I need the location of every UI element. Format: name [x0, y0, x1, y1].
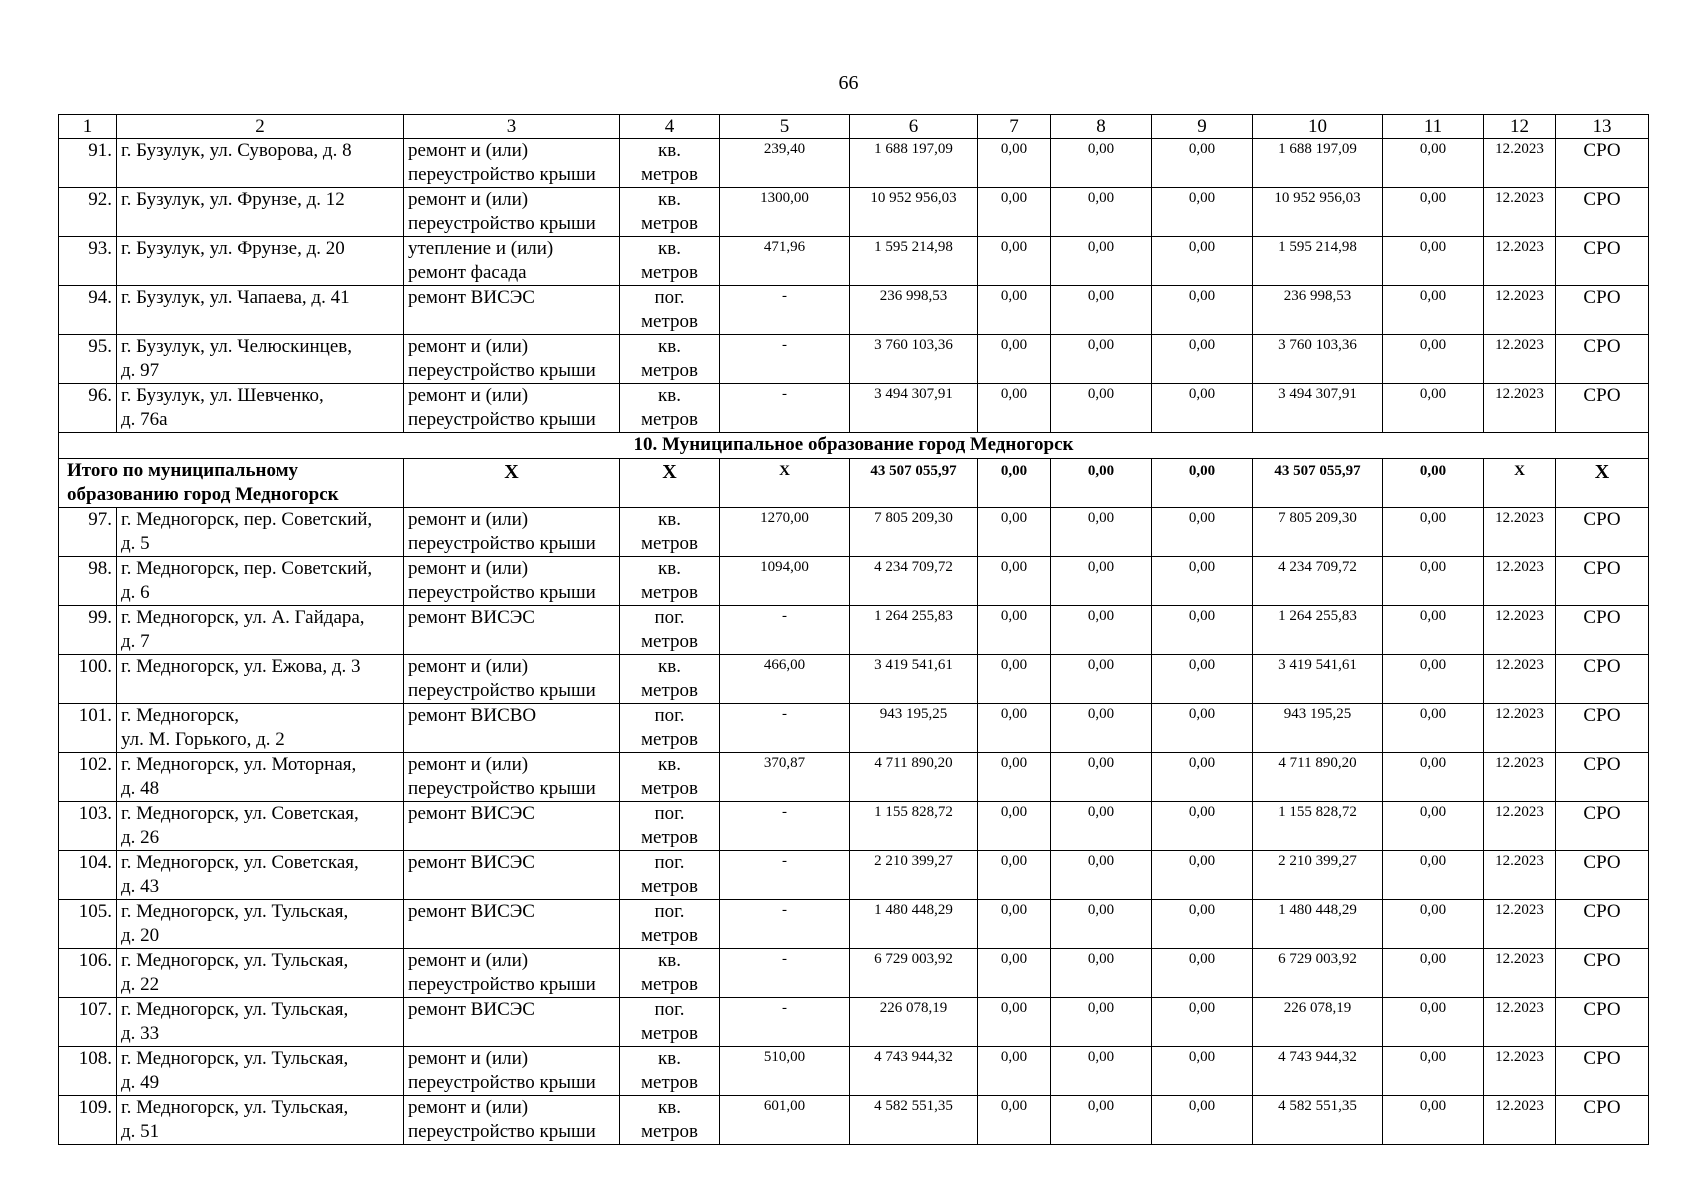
- address-cell: г. Медногорск, пер. Советский, д. 5: [117, 508, 404, 557]
- amount-col-11-cell: 0,00: [1383, 286, 1484, 335]
- total-cost-cell: 6 729 003,92: [850, 949, 978, 998]
- address-cell: г. Бузулук, ул. Фрунзе, д. 12: [117, 188, 404, 237]
- unit-cell: кв. метров: [620, 139, 720, 188]
- deadline-cell: 12.2023: [1484, 704, 1556, 753]
- column-header: 1: [59, 115, 117, 139]
- table-row: [59, 753, 1649, 802]
- amount-col-7-cell: 0,00: [978, 188, 1051, 237]
- table-row: [59, 1096, 1649, 1145]
- row-number-cell: 104.: [59, 851, 117, 900]
- amount-col-9-cell: 0,00: [1152, 851, 1253, 900]
- amount-col-11-cell: 0,00: [1383, 851, 1484, 900]
- total-label-cell: Итого по муниципальному образованию город Медногорск: [59, 459, 404, 508]
- area-value-cell: 1094,00: [720, 557, 850, 606]
- area-value-cell: -: [720, 286, 850, 335]
- amount-col-11-cell: 0,00: [1383, 753, 1484, 802]
- total-cost-cell: 226 078,19: [850, 998, 978, 1047]
- method-cell: СРО: [1556, 753, 1649, 802]
- deadline-cell: 12.2023: [1484, 851, 1556, 900]
- unit-cell: пог. метров: [620, 286, 720, 335]
- table-row: [59, 606, 1649, 655]
- amount-col-11-cell: 0,00: [1383, 1096, 1484, 1145]
- amount-col-8-cell: 0,00: [1051, 557, 1152, 606]
- unit-cell: пог. метров: [620, 606, 720, 655]
- row-number-cell: 92.: [59, 188, 117, 237]
- deadline-cell: 12.2023: [1484, 900, 1556, 949]
- amount-col-7-cell: 0,00: [978, 335, 1051, 384]
- amount-col-11-cell: 0,00: [1383, 900, 1484, 949]
- work-type-cell: ремонт и (или) переустройство крыши: [404, 655, 620, 704]
- deadline-cell: 12.2023: [1484, 949, 1556, 998]
- table-body: [59, 115, 1649, 1145]
- total-cost-cell: 1 264 255,83: [850, 606, 978, 655]
- total-cost-cell: 236 998,53: [850, 286, 978, 335]
- row-number-cell: 107.: [59, 998, 117, 1047]
- method-cell: СРО: [1556, 508, 1649, 557]
- amount-col-10-cell: 4 711 890,20: [1253, 753, 1383, 802]
- amount-col-7-cell: 0,00: [978, 802, 1051, 851]
- column-header: 3: [404, 115, 620, 139]
- address-cell: г. Бузулук, ул. Суворова, д. 8: [117, 139, 404, 188]
- total-cost-cell: 7 805 209,30: [850, 508, 978, 557]
- total-cost-cell: 4 743 944,32: [850, 1047, 978, 1096]
- amount-col-8-cell: 0,00: [1051, 1096, 1152, 1145]
- work-type-cell: ремонт ВИСЭС: [404, 851, 620, 900]
- amount-col-7-cell: 0,00: [978, 753, 1051, 802]
- row-number-cell: 102.: [59, 753, 117, 802]
- amount-col-7-cell: 0,00: [978, 949, 1051, 998]
- column-header: 11: [1383, 115, 1484, 139]
- table-row: [59, 286, 1649, 335]
- amount-col-9-cell: 0,00: [1152, 237, 1253, 286]
- amount-col-9-cell: 0,00: [1152, 949, 1253, 998]
- column-number-row: [59, 115, 1649, 139]
- amount-col-8-cell: 0,00: [1051, 949, 1152, 998]
- address-cell: г. Медногорск, ул. Тульская, д. 33: [117, 998, 404, 1047]
- unit-cell: кв. метров: [620, 949, 720, 998]
- total-cost-cell: 1 595 214,98: [850, 237, 978, 286]
- table-row: [59, 335, 1649, 384]
- area-value-cell: 239,40: [720, 139, 850, 188]
- column-header: 12: [1484, 115, 1556, 139]
- deadline-cell: 12.2023: [1484, 802, 1556, 851]
- deadline-cell: 12.2023: [1484, 655, 1556, 704]
- amount-col-8-cell: 0,00: [1051, 237, 1152, 286]
- unit-cell: пог. метров: [620, 704, 720, 753]
- area-value-cell: -: [720, 900, 850, 949]
- column-header: 13: [1556, 115, 1649, 139]
- area-value-cell: 510,00: [720, 1047, 850, 1096]
- method-cell: СРО: [1556, 139, 1649, 188]
- total-cost-cell: 2 210 399,27: [850, 851, 978, 900]
- section-title: 10. Муниципальное образование город Медногорск: [59, 433, 1649, 459]
- amount-col-9-cell: 0,00: [1152, 335, 1253, 384]
- area-value-cell: 601,00: [720, 1096, 850, 1145]
- row-number-cell: 97.: [59, 508, 117, 557]
- row-number-cell: 99.: [59, 606, 117, 655]
- section-row: [59, 433, 1649, 459]
- amount-col-8-cell: 0,00: [1051, 606, 1152, 655]
- work-type-cell: ремонт и (или) переустройство крыши: [404, 1047, 620, 1096]
- amount-col-8-cell: 0,00: [1051, 851, 1152, 900]
- total-cost-cell: 43 507 055,97: [850, 459, 978, 508]
- total-row: [59, 459, 1649, 508]
- area-value-cell: -: [720, 802, 850, 851]
- amount-col-8-cell: 0,00: [1051, 753, 1152, 802]
- area-value-cell: 370,87: [720, 753, 850, 802]
- amount-col-10-cell: 2 210 399,27: [1253, 851, 1383, 900]
- unit-cell: кв. метров: [620, 557, 720, 606]
- amount-col-7-cell: 0,00: [978, 998, 1051, 1047]
- amount-col-9-cell: 0,00: [1152, 655, 1253, 704]
- amount-col-10-cell: 1 595 214,98: [1253, 237, 1383, 286]
- table-row: [59, 508, 1649, 557]
- table-row: [59, 704, 1649, 753]
- unit-cell: пог. метров: [620, 998, 720, 1047]
- total-cost-cell: 4 711 890,20: [850, 753, 978, 802]
- row-number-cell: 105.: [59, 900, 117, 949]
- unit-cell: кв. метров: [620, 508, 720, 557]
- column-header: 2: [117, 115, 404, 139]
- total-col-13-cell: Х: [1556, 459, 1649, 508]
- table-row: [59, 851, 1649, 900]
- amount-col-9-cell: 0,00: [1152, 384, 1253, 433]
- work-type-cell: ремонт ВИСВО: [404, 704, 620, 753]
- deadline-cell: 12.2023: [1484, 557, 1556, 606]
- method-cell: СРО: [1556, 286, 1649, 335]
- amount-col-7-cell: 0,00: [978, 508, 1051, 557]
- row-number-cell: 98.: [59, 557, 117, 606]
- address-cell: г. Медногорск, ул. Советская, д. 43: [117, 851, 404, 900]
- area-value-cell: -: [720, 384, 850, 433]
- amount-col-9-cell: 0,00: [1152, 900, 1253, 949]
- total-cost-cell: 1 155 828,72: [850, 802, 978, 851]
- row-number-cell: 106.: [59, 949, 117, 998]
- table-row: [59, 655, 1649, 704]
- row-number-cell: 91.: [59, 139, 117, 188]
- work-type-cell: утепление и (или) ремонт фасада: [404, 237, 620, 286]
- amount-col-10-cell: 1 264 255,83: [1253, 606, 1383, 655]
- column-header: 7: [978, 115, 1051, 139]
- area-value-cell: -: [720, 949, 850, 998]
- unit-cell: кв. метров: [620, 237, 720, 286]
- work-type-cell: ремонт ВИСЭС: [404, 606, 620, 655]
- deadline-cell: 12.2023: [1484, 998, 1556, 1047]
- amount-col-9-cell: 0,00: [1152, 188, 1253, 237]
- amount-col-9-cell: 0,00: [1152, 508, 1253, 557]
- page-number: 66: [838, 72, 859, 94]
- amount-col-11-cell: 0,00: [1383, 1047, 1484, 1096]
- row-number-cell: 93.: [59, 237, 117, 286]
- total-cost-cell: 10 952 956,03: [850, 188, 978, 237]
- amount-col-10-cell: 1 688 197,09: [1253, 139, 1383, 188]
- amount-col-11-cell: 0,00: [1383, 557, 1484, 606]
- amount-col-11-cell: 0,00: [1383, 188, 1484, 237]
- amount-col-7-cell: 0,00: [978, 655, 1051, 704]
- table-row: [59, 1047, 1649, 1096]
- column-header: 4: [620, 115, 720, 139]
- unit-cell: кв. метров: [620, 335, 720, 384]
- work-type-cell: ремонт ВИСЭС: [404, 900, 620, 949]
- row-number-cell: 103.: [59, 802, 117, 851]
- work-type-cell: ремонт и (или) переустройство крыши: [404, 753, 620, 802]
- address-cell: г. Медногорск, ул. А. Гайдара, д. 7: [117, 606, 404, 655]
- amount-col-9-cell: 0,00: [1152, 753, 1253, 802]
- amount-col-11-cell: 0,00: [1383, 139, 1484, 188]
- amount-col-8-cell: 0,00: [1051, 998, 1152, 1047]
- deadline-cell: 12.2023: [1484, 139, 1556, 188]
- amount-col-9-cell: 0,00: [1152, 998, 1253, 1047]
- amount-col-11-cell: 0,00: [1383, 335, 1484, 384]
- amount-col-10-cell: 943 195,25: [1253, 704, 1383, 753]
- amount-col-11-cell: 0,00: [1383, 949, 1484, 998]
- address-cell: г. Медногорск, пер. Советский, д. 6: [117, 557, 404, 606]
- total-cost-cell: 4 234 709,72: [850, 557, 978, 606]
- capital-repair-table: [58, 114, 1649, 1145]
- amount-col-9-cell: 0,00: [1152, 286, 1253, 335]
- amount-col-8-cell: 0,00: [1051, 508, 1152, 557]
- total-col-10-cell: 43 507 055,97: [1253, 459, 1383, 508]
- method-cell: СРО: [1556, 949, 1649, 998]
- amount-col-11-cell: 0,00: [1383, 998, 1484, 1047]
- table-row: [59, 900, 1649, 949]
- amount-col-10-cell: 7 805 209,30: [1253, 508, 1383, 557]
- unit-cell: пог. метров: [620, 851, 720, 900]
- total-col-7-cell: 0,00: [978, 459, 1051, 508]
- work-type-cell: ремонт и (или) переустройство крыши: [404, 335, 620, 384]
- method-cell: СРО: [1556, 237, 1649, 286]
- method-cell: СРО: [1556, 802, 1649, 851]
- work-type-cell: ремонт ВИСЭС: [404, 998, 620, 1047]
- address-cell: г. Медногорск, ул. Ежова, д. 3: [117, 655, 404, 704]
- amount-col-7-cell: 0,00: [978, 900, 1051, 949]
- work-type-cell: ремонт и (или) переустройство крыши: [404, 508, 620, 557]
- total-cost-cell: 3 419 541,61: [850, 655, 978, 704]
- method-cell: СРО: [1556, 188, 1649, 237]
- amount-col-8-cell: 0,00: [1051, 655, 1152, 704]
- address-cell: г. Медногорск, ул. Советская, д. 26: [117, 802, 404, 851]
- amount-col-8-cell: 0,00: [1051, 384, 1152, 433]
- area-value-cell: -: [720, 704, 850, 753]
- amount-col-10-cell: 4 234 709,72: [1253, 557, 1383, 606]
- amount-col-7-cell: 0,00: [978, 286, 1051, 335]
- amount-col-8-cell: 0,00: [1051, 139, 1152, 188]
- row-number-cell: 94.: [59, 286, 117, 335]
- amount-col-7-cell: 0,00: [978, 851, 1051, 900]
- amount-col-11-cell: 0,00: [1383, 704, 1484, 753]
- row-number-cell: 95.: [59, 335, 117, 384]
- work-type-cell: ремонт и (или) переустройство крыши: [404, 384, 620, 433]
- amount-col-10-cell: 236 998,53: [1253, 286, 1383, 335]
- column-header: 8: [1051, 115, 1152, 139]
- amount-col-10-cell: 3 494 307,91: [1253, 384, 1383, 433]
- table-row: [59, 139, 1649, 188]
- row-number-cell: 100.: [59, 655, 117, 704]
- deadline-cell: 12.2023: [1484, 508, 1556, 557]
- work-type-cell: ремонт и (или) переустройство крыши: [404, 949, 620, 998]
- amount-col-11-cell: 0,00: [1383, 384, 1484, 433]
- area-value-cell: -: [720, 606, 850, 655]
- address-cell: г. Медногорск, ул. Тульская, д. 20: [117, 900, 404, 949]
- amount-col-11-cell: 0,00: [1383, 237, 1484, 286]
- method-cell: СРО: [1556, 606, 1649, 655]
- unit-cell: кв. метров: [620, 1096, 720, 1145]
- column-header: 6: [850, 115, 978, 139]
- amount-col-9-cell: 0,00: [1152, 606, 1253, 655]
- amount-col-10-cell: 4 582 551,35: [1253, 1096, 1383, 1145]
- amount-col-7-cell: 0,00: [978, 606, 1051, 655]
- unit-cell: кв. метров: [620, 384, 720, 433]
- row-number-cell: 96.: [59, 384, 117, 433]
- amount-col-10-cell: 3 760 103,36: [1253, 335, 1383, 384]
- amount-col-8-cell: 0,00: [1051, 900, 1152, 949]
- deadline-cell: 12.2023: [1484, 1047, 1556, 1096]
- unit-cell: кв. метров: [620, 1047, 720, 1096]
- amount-col-9-cell: 0,00: [1152, 557, 1253, 606]
- amount-col-9-cell: 0,00: [1152, 139, 1253, 188]
- work-type-cell: ремонт ВИСЭС: [404, 802, 620, 851]
- amount-col-8-cell: 0,00: [1051, 802, 1152, 851]
- work-type-cell: ремонт и (или) переустройство крыши: [404, 557, 620, 606]
- amount-col-7-cell: 0,00: [978, 139, 1051, 188]
- address-cell: г. Бузулук, ул. Фрунзе, д. 20: [117, 237, 404, 286]
- total-col-8-cell: 0,00: [1051, 459, 1152, 508]
- work-type-cell: ремонт и (или) переустройство крыши: [404, 188, 620, 237]
- amount-col-7-cell: 0,00: [978, 704, 1051, 753]
- method-cell: СРО: [1556, 384, 1649, 433]
- row-number-cell: 108.: [59, 1047, 117, 1096]
- deadline-cell: 12.2023: [1484, 384, 1556, 433]
- amount-col-8-cell: 0,00: [1051, 286, 1152, 335]
- method-cell: СРО: [1556, 557, 1649, 606]
- area-value-cell: 1300,00: [720, 188, 850, 237]
- table-row: [59, 949, 1649, 998]
- total-cost-cell: 3 760 103,36: [850, 335, 978, 384]
- method-cell: СРО: [1556, 1047, 1649, 1096]
- method-cell: СРО: [1556, 335, 1649, 384]
- deadline-cell: 12.2023: [1484, 1096, 1556, 1145]
- amount-col-8-cell: 0,00: [1051, 704, 1152, 753]
- area-value-cell: -: [720, 851, 850, 900]
- total-col-3-cell: Х: [404, 459, 620, 508]
- table-row: [59, 188, 1649, 237]
- address-cell: г. Бузулук, ул. Шевченко, д. 76а: [117, 384, 404, 433]
- total-cost-cell: 943 195,25: [850, 704, 978, 753]
- address-cell: г. Бузулук, ул. Чапаева, д. 41: [117, 286, 404, 335]
- unit-cell: пог. метров: [620, 802, 720, 851]
- total-cost-cell: 1 480 448,29: [850, 900, 978, 949]
- work-type-cell: ремонт ВИСЭС: [404, 286, 620, 335]
- area-value-cell: 466,00: [720, 655, 850, 704]
- method-cell: СРО: [1556, 704, 1649, 753]
- amount-col-7-cell: 0,00: [978, 237, 1051, 286]
- amount-col-9-cell: 0,00: [1152, 1047, 1253, 1096]
- table-row: [59, 237, 1649, 286]
- amount-col-9-cell: 0,00: [1152, 802, 1253, 851]
- amount-col-11-cell: 0,00: [1383, 655, 1484, 704]
- table-row: [59, 557, 1649, 606]
- row-number-cell: 101.: [59, 704, 117, 753]
- total-col-9-cell: 0,00: [1152, 459, 1253, 508]
- table-row: [59, 802, 1649, 851]
- amount-col-10-cell: 1 480 448,29: [1253, 900, 1383, 949]
- amount-col-8-cell: 0,00: [1051, 1047, 1152, 1096]
- amount-col-10-cell: 3 419 541,61: [1253, 655, 1383, 704]
- method-cell: СРО: [1556, 851, 1649, 900]
- address-cell: г. Медногорск, ул. Тульская, д. 22: [117, 949, 404, 998]
- area-value-cell: -: [720, 998, 850, 1047]
- unit-cell: кв. метров: [620, 188, 720, 237]
- column-header: 10: [1253, 115, 1383, 139]
- amount-col-7-cell: 0,00: [978, 557, 1051, 606]
- total-col-11-cell: 0,00: [1383, 459, 1484, 508]
- amount-col-10-cell: 10 952 956,03: [1253, 188, 1383, 237]
- column-header: 5: [720, 115, 850, 139]
- table-row: [59, 998, 1649, 1047]
- amount-col-10-cell: 1 155 828,72: [1253, 802, 1383, 851]
- area-value-cell: 471,96: [720, 237, 850, 286]
- work-type-cell: ремонт и (или) переустройство крыши: [404, 1096, 620, 1145]
- amount-col-8-cell: 0,00: [1051, 335, 1152, 384]
- deadline-cell: 12.2023: [1484, 335, 1556, 384]
- address-cell: г. Медногорск, ул. Тульская, д. 51: [117, 1096, 404, 1145]
- address-cell: г. Медногорск, ул. М. Горького, д. 2: [117, 704, 404, 753]
- total-col-12-cell: Х: [1484, 459, 1556, 508]
- row-number-cell: 109.: [59, 1096, 117, 1145]
- deadline-cell: 12.2023: [1484, 237, 1556, 286]
- method-cell: СРО: [1556, 1096, 1649, 1145]
- unit-cell: пог. метров: [620, 900, 720, 949]
- work-type-cell: ремонт и (или) переустройство крыши: [404, 139, 620, 188]
- amount-col-11-cell: 0,00: [1383, 606, 1484, 655]
- deadline-cell: 12.2023: [1484, 606, 1556, 655]
- total-cost-cell: 1 688 197,09: [850, 139, 978, 188]
- address-cell: г. Медногорск, ул. Тульская, д. 49: [117, 1047, 404, 1096]
- amount-col-10-cell: 226 078,19: [1253, 998, 1383, 1047]
- total-col-4-cell: Х: [620, 459, 720, 508]
- method-cell: СРО: [1556, 900, 1649, 949]
- amount-col-8-cell: 0,00: [1051, 188, 1152, 237]
- total-cost-cell: 4 582 551,35: [850, 1096, 978, 1145]
- method-cell: СРО: [1556, 998, 1649, 1047]
- amount-col-7-cell: 0,00: [978, 384, 1051, 433]
- amount-col-7-cell: 0,00: [978, 1096, 1051, 1145]
- area-value-cell: -: [720, 335, 850, 384]
- amount-col-10-cell: 4 743 944,32: [1253, 1047, 1383, 1096]
- deadline-cell: 12.2023: [1484, 753, 1556, 802]
- column-header: 9: [1152, 115, 1253, 139]
- amount-col-9-cell: 0,00: [1152, 704, 1253, 753]
- deadline-cell: 12.2023: [1484, 286, 1556, 335]
- amount-col-11-cell: 0,00: [1383, 802, 1484, 851]
- amount-col-11-cell: 0,00: [1383, 508, 1484, 557]
- area-value-cell: 1270,00: [720, 508, 850, 557]
- amount-col-9-cell: 0,00: [1152, 1096, 1253, 1145]
- address-cell: г. Бузулук, ул. Челюскинцев, д. 97: [117, 335, 404, 384]
- amount-col-10-cell: 6 729 003,92: [1253, 949, 1383, 998]
- total-col-5-cell: Х: [720, 459, 850, 508]
- unit-cell: кв. метров: [620, 753, 720, 802]
- total-cost-cell: 3 494 307,91: [850, 384, 978, 433]
- deadline-cell: 12.2023: [1484, 188, 1556, 237]
- method-cell: СРО: [1556, 655, 1649, 704]
- unit-cell: кв. метров: [620, 655, 720, 704]
- amount-col-7-cell: 0,00: [978, 1047, 1051, 1096]
- table-row: [59, 384, 1649, 433]
- address-cell: г. Медногорск, ул. Моторная, д. 48: [117, 753, 404, 802]
